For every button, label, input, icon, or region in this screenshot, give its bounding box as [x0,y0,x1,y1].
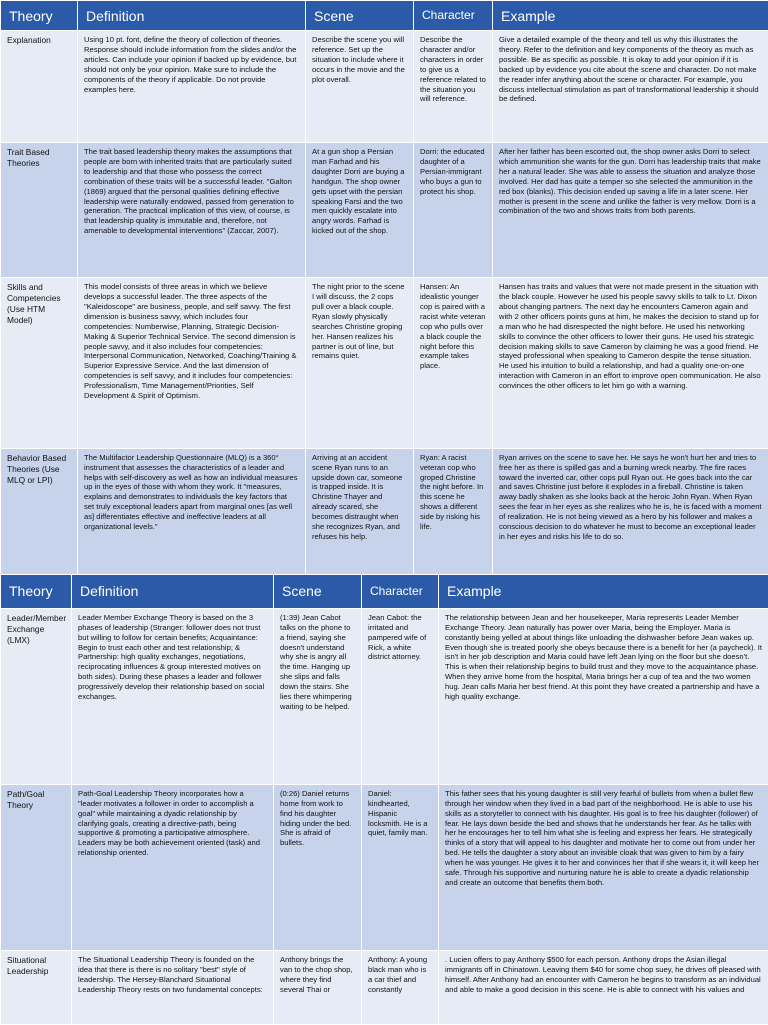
header-example: Example [493,1,768,31]
cell-character: Dorri: the educated daughter of a Persian-immigrant who buys a gun to protect his shop. [414,143,493,278]
cell-definition: Path-Goal Leadership Theory incorporates how a "leader motivates a follower in order to accomplish a goal" while maintaining a dyadic relationship by clarifying goals, creating a directive-path, being supportive & promoting a participative atmosphere. Leaders may be both achievement oriented (task) and relationship oriented. [72,785,274,951]
cell-definition: The trait based leadership theory makes the assumptions that people are born with inherited traits that are particularly suited to leadership and that those who possess the correct combination of these traits will be a successful leader. "Galton (1869) argued that the personal qualities defining effective leadership were naturally endowed, passed from generation to generation. The practical implication of this view, of course, is that leadership quality is immutable and, therefore, not amenable to developmental interventions" (Zaccar, 2007). [78,143,306,278]
table-row [1,951,768,1025]
header-scene: Scene [306,1,414,31]
header-character: Character [362,575,439,609]
cell-theory: Trait Based Theories [1,143,78,278]
cell-definition: The Situational Leadership Theory is founded on the idea that there is there is no solitary "best" style of leadership. The Hersey-Blanchard Situational Leadership Theory rests on two fundamental concepts: [72,951,274,1025]
cell-definition: Using 10 pt. font, define the theory of collection of theories. Response should include information from the slides and/or the articles. Can include your opinion if backed up by evidence, but should not only be your opinion. Make sure to include the components of the theory if applicable. Do not provide examples here. [78,31,306,143]
cell-example: This father sees that his young daughter is still very fearful of bullets from when a bullet flew through her window when they lived in a bad part of the neighborhood. He is able to use his skills as a storyteller to connect with his daughter. His goal is to free his daughter (follower) of fear. He lays down beside the bed and shows that he understands her fear. As he talks with her he encourages her to tell him what she is feeling and express her fears. He strategically thinks of a story that will appeal to his daughter and motivate her to come out from under her bed. He tells the daughter a story about an invisible cloak that was given to him by a fairy when he was younger. He gives it to her and convinces her that if she wears it, it will keep her safe. Through his supportive and nurturing nature he is able to create a dyadic relationship and create an outcome that benefits them both. [439,785,768,951]
cell-example: After her father has been escorted out, the shop owner asks Dorri to select which ammunition she wants for the gun. Dorri has leadership traits that make her a natural leader. She was able to assess the situation and analyze those involved. Her dad has quite a temper so she selected the ammunition in the red box (blanks). This decision ended up saving a life in a later scene. Her mother is present in the scene and unlike the father is very mellow. Dorri is a combination of the two and shows traits from both parents. [493,143,768,278]
table-header [1,1,768,31]
table-row [1,448,768,579]
table-header [1,575,768,609]
cell-example: Ryan arrives on the scene to save her. He says he won't hurt her and tries to free her as there is spilled gas and a burning wreck nearby. The fire races toward the inverted car, other cops pull Ryan out. He goes back into the car and saves Christine just before it explodes in a fireball. Christine is taken away badly shaken as she looks back at the heroic John Ryan. When Ryan sees the fear in her eyes as she realizes who he is, he is faced with a moment of realization. He is not being viewed as a hero by his follower and makes a conscious decision to do whatever he must to become an exceptional leader in her eyes and risks his life to do so. [493,448,768,579]
cell-example: Give a detailed example of the theory and tell us why this illustrates the theory. Refer to the definition and key components of the theory as much as possible. Be as specific as possible. It is okay to add your opinion if it is backed up by evidence you cite about the scene and character. Do not make the reader infer anything about the scene or character. For example, you discuss intellectual stimulation as part of transformational leadership it should be defined. [493,31,768,143]
cell-character: Hansen: An idealistic younger cop is paired with a racist white veteran cop who pulls over a black couple the night before this example takes place. [414,278,493,448]
cell-theory: Path/Goal Theory [1,785,72,951]
cell-definition: The Multifactor Leadership Questionnaire (MLQ) is a 360° instrument that assesses the characteristics of a leader and helps with self-discovery as well as how an individual measures up in the eyes of those with whom they work. It "measures, explains and demonstrates to individuals the key factors that set truly exceptional leaders apart from marginal ones [as well as] differentiates effective and ineffective leaders at all organizational levels." [78,448,306,579]
cell-example: Hansen has traits and values that were not made present in the situation with the black couple. However he used his people savvy skills to talk to Lt. Dixon about changing partners. The next day he encounters Cameron again and with 2 other officers points guns at him, he makes the decision to stand up for a man who he had disrespected the night before. He used his networking skills to convince the other officers to lower their guns. He used his strategic decision making skills to save Cameron by claiming he was a good friend. He stayed professional when speaking to Cameron despite the tense situation. He used his intuition to build a relationship, and had a quality one-on-one interaction with Cameron in an effort to improve open communication. He also convinces the other officers to let him go with a warning. [493,278,768,448]
header-definition: Definition [78,1,306,31]
cell-definition: Leader Member Exchange Theory is based on the 3 phases of leadership (Stranger: follower does not trust but willing to follow for certain benefits; Acquaintance: Begin to trust each other and test relationship; & Partnership: high quality exchanges, negotiations, reciprocating influences & group interested motives on both sides). During these phases a leader and follower progressively develop their relationship based on social exchanges. [72,609,274,785]
cell-character: Daniel: kindhearted, Hispanic locksmith. He is a quiet, family man. [362,785,439,951]
table-row [1,609,768,785]
table-row [1,278,768,448]
table-row [1,785,768,951]
header-theory: Theory [1,575,72,609]
cell-character: Anthony: A young black man who is a car thief and constantly [362,951,439,1025]
cell-scene: (0:26) Daniel returns home from work to find his daughter hiding under the bed. She is afraid of bullets. [274,785,362,951]
cell-scene: At a gun shop a Persian man Farhad and his daughter Dorri are buying a handgun. The shop owner gets upset with the persian speaking Farsi and the two men quickly escalate into angry words. Farhad is kicked out of the shop. [306,143,414,278]
header-example: Example [439,575,768,609]
cell-theory: Leader/Member Exchange (LMX) [1,609,72,785]
cell-scene: (1:39) Jean Cabot talks on the phone to a friend, saying she doesn't understand why she is angry all the time. Hanging up she slips and falls down the stairs. She lies there whimpering waiting to be helped. [274,609,362,785]
leadership-table-2 [0,574,768,1025]
header-scene: Scene [274,575,362,609]
cell-example: . Lucien offers to pay Anthony $500 for each person. Anthony drops the Asian illegal immigrants off in Chinatown. Leaving them $40 for some chop suey, he drives off pleased with himself. After Anthony had an encounter with Cameron he begins to transform as an individual and able to make a good decision in this scene. He is able to connect with his values and [439,951,768,1025]
cell-theory: Explanation [1,31,78,143]
header-theory: Theory [1,1,78,31]
table-row [1,31,768,143]
header-character: Character [414,1,493,31]
cell-scene: Arriving at an accident scene Ryan runs to an upside down car, someone is trapped inside. It is Christine Thayer and already scared, she becomes distraught when she recognizes Ryan, and refuses his help. [306,448,414,579]
cell-scene: Describe the scene you will reference. Set up the situation to include where it occurs in the movie and the plot overall. [306,31,414,143]
cell-theory: Skills and Competencies (Use HTM Model) [1,278,78,448]
cell-character: Jean Cabot: the irritated and pampered wife of Rick, a white district attorney. [362,609,439,785]
cell-definition: This model consists of three areas in which we believe develops a successful leader. The three aspects of the "Kaleidoscope" are business, people, and self savvy. The first dimension is business savvy, which includes four competencies: Numberwise, Planning, Strategic Decision-Making & Superior Technical Service. The second dimension is people savvy, and it also includes four competencies: Interpersonal Communication, Networked, Coaching/Training & Superior Expressive Service. And the last dimension of competencies is self savvy, and it includes four competencies: Professionalism, Time Management/Priorities, Self Development & Spirit of Optimism. [78,278,306,448]
cell-character: Describe the character and/or characters in order to give us a reference related to the situation you will reference. [414,31,493,143]
cell-scene: Anthony brings the van to the chop shop, where they find several Thai or [274,951,362,1025]
cell-theory: Behavior Based Theories (Use MLQ or LPI) [1,448,78,579]
cell-scene: The night prior to the scene I will discuss, the 2 cops pull over a black couple. Ryan slowly physically searches Christine groping her. Hansen realizes his partner is out of line, but remains quiet. [306,278,414,448]
cell-example: The relationship between Jean and her housekeeper, Maria represents Leader Member Exchange Theory. Jean naturally has power over Maria, being the Employer. Maria is constantly being yelled at about things like unloading the dishwasher before Jean wakes up. Even though she is treated poorly she obeys because there is a benefit for her (a paycheck). It isn't in her job description and Maria could have left Jean lying on the floor but she doesn't. This is when their relationship begins to build trust and they move to the acquaintance phase. When they arrive home from the hospital, Maria brings her a cup of tea and the two women hug. Jean calls Maria her best friend. At this point they have created a partnership and have a high quality exchange. [439,609,768,785]
cell-character: Ryan: A racist veteran cop who groped Christine the night before. In this scene he shows a different side by risking his life. [414,448,493,579]
cell-theory: Situational Leadership [1,951,72,1025]
header-definition: Definition [72,575,274,609]
table-row [1,143,768,278]
